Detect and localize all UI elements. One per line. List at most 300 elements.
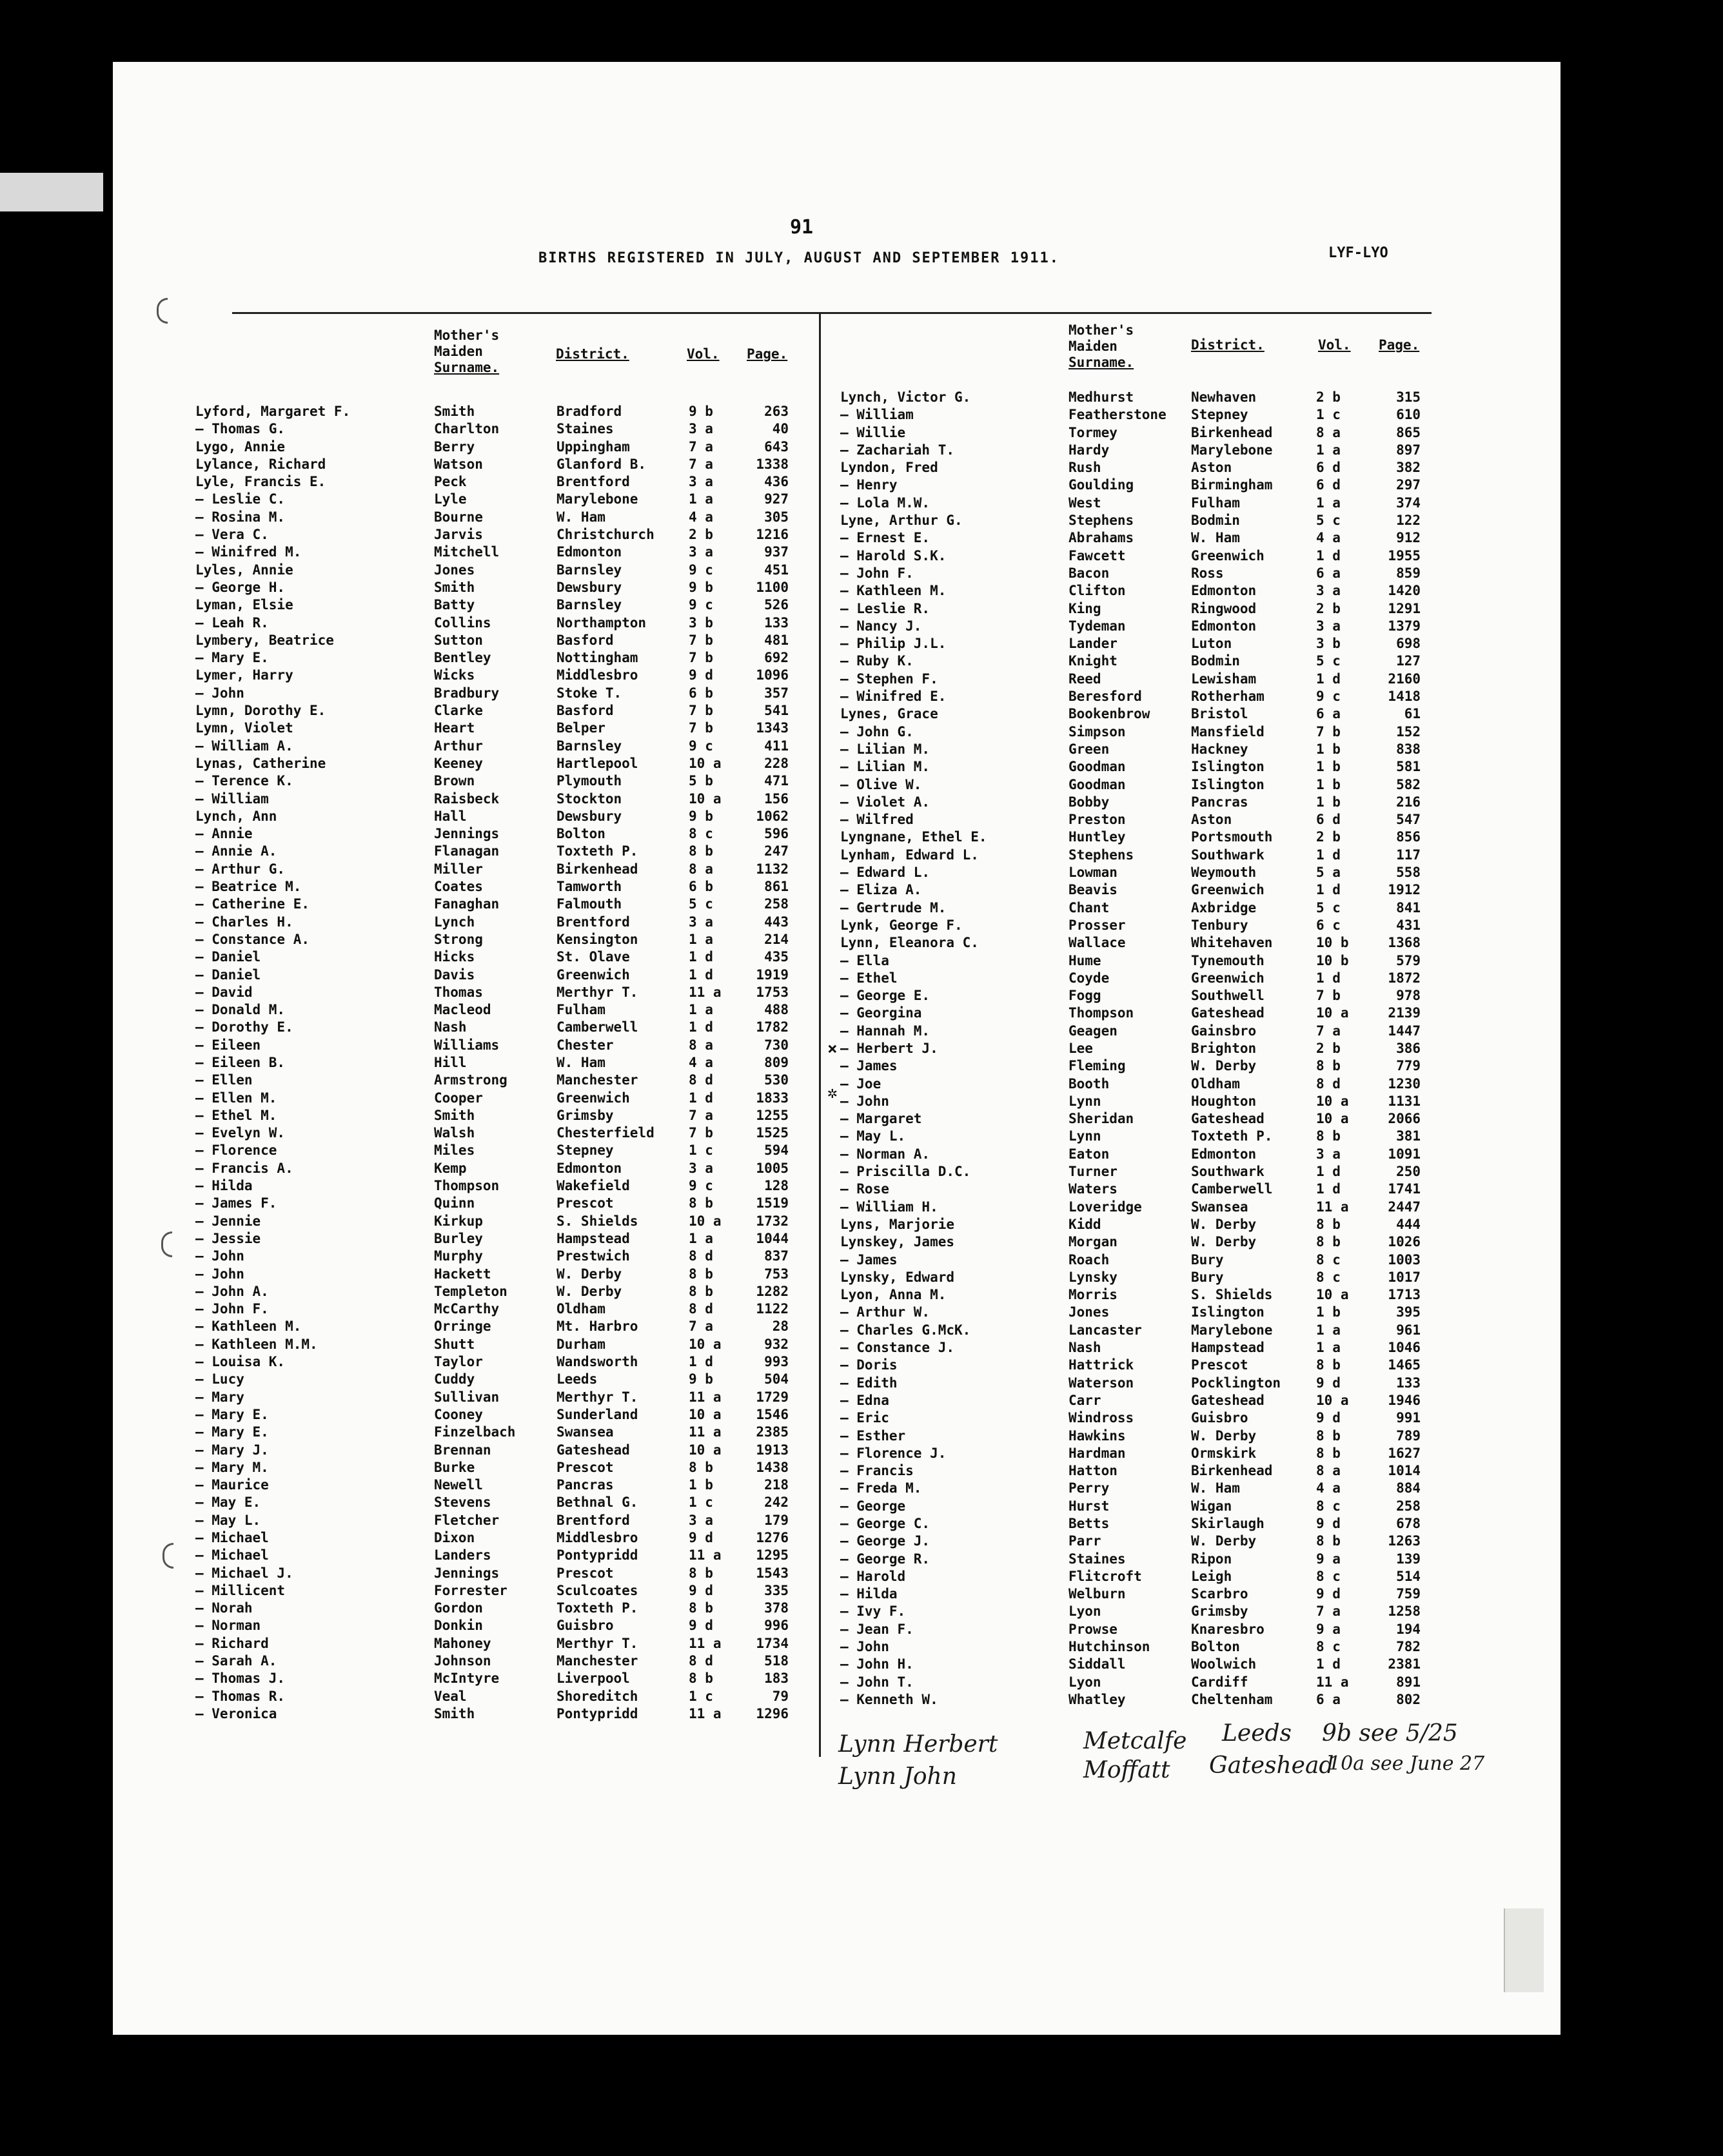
entry-volume: 1 d bbox=[689, 966, 713, 983]
entry-maiden-surname: Quinn bbox=[434, 1195, 475, 1211]
entry-volume: 3 a bbox=[689, 474, 713, 490]
entry-name: — Daniel bbox=[195, 949, 261, 965]
entry-row bbox=[195, 1688, 821, 1705]
entry-page: 194 bbox=[1396, 1621, 1421, 1637]
entry-district: Edmonton bbox=[1191, 1146, 1257, 1162]
entry-volume: 3 a bbox=[1316, 583, 1341, 599]
entry-name: Lylance, Richard bbox=[195, 456, 326, 472]
entry-page: 183 bbox=[764, 1671, 789, 1687]
entry-row bbox=[840, 671, 1433, 688]
entry-maiden-surname: Stephens bbox=[1068, 847, 1134, 863]
entry-district: Camberwell bbox=[1191, 1181, 1273, 1197]
entry-volume: 10 a bbox=[1316, 1005, 1349, 1021]
entry-name: — Michael bbox=[195, 1530, 269, 1545]
entry-page: 698 bbox=[1396, 636, 1421, 652]
entry-maiden-surname: Hackett bbox=[434, 1266, 491, 1282]
entry-name: — Michael J. bbox=[195, 1565, 293, 1581]
entry-page: 504 bbox=[764, 1371, 789, 1387]
entry-volume: 1 a bbox=[1316, 442, 1341, 458]
entry-name: — Constance A. bbox=[195, 931, 310, 947]
entry-district: W. Derby bbox=[1191, 1234, 1257, 1250]
entry-volume: 7 a bbox=[689, 456, 713, 472]
entry-row bbox=[840, 1146, 1433, 1163]
entry-name: — George C. bbox=[840, 1516, 930, 1531]
entry-volume: 8 c bbox=[1316, 1639, 1341, 1655]
entry-name: — James F. bbox=[195, 1195, 277, 1211]
entry-page: 382 bbox=[1396, 460, 1421, 476]
entry-maiden-surname: Kirkup bbox=[434, 1213, 483, 1229]
entry-district: Stoke T. bbox=[556, 685, 622, 701]
entry-page: 1782 bbox=[756, 1019, 789, 1035]
entry-volume: 1 a bbox=[1316, 1340, 1341, 1356]
entry-page: 782 bbox=[1396, 1639, 1421, 1655]
entry-name: — Freda M. bbox=[840, 1480, 922, 1496]
entry-maiden-surname: Siddall bbox=[1068, 1656, 1126, 1672]
entry-district: Pontypridd bbox=[556, 1547, 638, 1563]
entry-district: Brighton bbox=[1191, 1040, 1257, 1056]
entry-maiden-surname: Stephens bbox=[1068, 513, 1134, 529]
entry-name: — Eileen B. bbox=[195, 1054, 286, 1070]
entry-page: 581 bbox=[1396, 759, 1421, 775]
entry-page: 1919 bbox=[756, 966, 789, 983]
entry-row bbox=[840, 952, 1433, 970]
entry-row bbox=[195, 1300, 821, 1318]
entry-name: — John F. bbox=[195, 1301, 269, 1317]
entry-row bbox=[840, 1427, 1433, 1445]
entry-row bbox=[840, 547, 1433, 565]
entry-row bbox=[195, 1266, 821, 1283]
page-number: 91 bbox=[790, 216, 814, 239]
entry-row bbox=[840, 1674, 1433, 1691]
entry-maiden-surname: Gordon bbox=[434, 1600, 483, 1616]
entry-page: 1913 bbox=[756, 1442, 789, 1458]
entry-name: — Leslie C. bbox=[195, 491, 286, 507]
entry-row bbox=[195, 1054, 821, 1072]
entry-volume: 8 b bbox=[689, 1600, 713, 1616]
entry-page: 386 bbox=[1396, 1040, 1421, 1056]
entry-name: — Norah bbox=[195, 1600, 253, 1616]
entry-maiden-surname: Windross bbox=[1068, 1410, 1134, 1426]
entry-district: Greenwich bbox=[1191, 547, 1265, 564]
entry-name: — Maurice bbox=[195, 1477, 269, 1493]
entry-row bbox=[840, 1691, 1433, 1709]
district-header: District. bbox=[556, 346, 629, 362]
entry-district: W. Derby bbox=[1191, 1058, 1257, 1074]
entry-row bbox=[840, 529, 1433, 547]
entry-page: 443 bbox=[764, 914, 789, 930]
entry-maiden-surname: Raisbeck bbox=[434, 790, 500, 807]
entry-maiden-surname: Jennings bbox=[434, 826, 500, 842]
entry-page: 927 bbox=[764, 491, 789, 507]
entry-maiden-surname: Mitchell bbox=[434, 544, 500, 560]
entry-name: — Joe bbox=[840, 1075, 881, 1092]
entry-maiden-surname: McIntyre bbox=[434, 1671, 500, 1687]
entry-page: 1014 bbox=[1388, 1463, 1421, 1479]
entry-district: Gateshead bbox=[1191, 1111, 1265, 1127]
entry-volume: 8 b bbox=[689, 1195, 713, 1211]
entry-district: Brentford bbox=[556, 914, 630, 930]
entry-maiden-surname: Burley bbox=[434, 1230, 483, 1246]
entry-name: — Hannah M. bbox=[840, 1023, 930, 1039]
entry-maiden-surname: Templeton bbox=[434, 1283, 507, 1299]
entry-page: 678 bbox=[1396, 1516, 1421, 1531]
entry-district: Cardiff bbox=[1191, 1674, 1248, 1690]
entry-district: Ripon bbox=[1191, 1551, 1232, 1567]
entry-name: — Esther bbox=[840, 1427, 906, 1444]
entry-name: — Louisa K. bbox=[195, 1354, 286, 1370]
entry-row bbox=[195, 1124, 821, 1142]
entry-row bbox=[840, 723, 1433, 741]
entry-maiden-surname: Hardman bbox=[1068, 1445, 1126, 1461]
entry-row bbox=[840, 406, 1433, 424]
entry-district: Prescot bbox=[556, 1459, 614, 1475]
entry-page: 1216 bbox=[756, 527, 789, 543]
entry-volume: 8 a bbox=[1316, 424, 1341, 440]
entry-page: 1132 bbox=[756, 861, 789, 877]
entry-volume: 10 a bbox=[1316, 1111, 1349, 1127]
entry-page: 1368 bbox=[1388, 935, 1421, 951]
entry-district: Glanford B. bbox=[556, 456, 647, 472]
entry-row bbox=[195, 1248, 821, 1265]
entry-volume: 6 b bbox=[689, 879, 713, 895]
entry-maiden-surname: Lyle bbox=[434, 491, 467, 507]
entry-row bbox=[195, 632, 821, 649]
entry-volume: 9 d bbox=[1316, 1516, 1341, 1531]
entry-district: Bristol bbox=[1191, 706, 1248, 722]
entry-row bbox=[840, 600, 1433, 618]
entry-district: Nottingham bbox=[556, 650, 638, 666]
entry-maiden-surname: Sullivan bbox=[434, 1389, 500, 1405]
entry-maiden-surname: Chant bbox=[1068, 899, 1110, 916]
entry-row bbox=[195, 861, 821, 878]
entry-maiden-surname: Fanaghan bbox=[434, 896, 500, 912]
entry-volume: 8 d bbox=[689, 1653, 713, 1669]
entry-row bbox=[840, 582, 1433, 600]
entry-district: Bodmin bbox=[1191, 513, 1240, 529]
entry-district: Aston bbox=[1191, 812, 1232, 828]
entry-page: 1295 bbox=[756, 1547, 789, 1563]
entry-volume: 11 a bbox=[689, 1424, 722, 1440]
entry-maiden-surname: Smith bbox=[434, 1705, 475, 1721]
entry-page: 596 bbox=[764, 826, 789, 842]
entry-district: Barnsley bbox=[556, 738, 622, 754]
entry-volume: 7 b bbox=[689, 703, 713, 719]
entry-district: Ross bbox=[1191, 565, 1224, 581]
entry-name: — Nancy J. bbox=[840, 618, 922, 634]
entry-district: Wakefield bbox=[556, 1178, 630, 1194]
entry-volume: 8 b bbox=[1316, 1216, 1341, 1232]
entry-row bbox=[195, 843, 821, 860]
entry-page: 1091 bbox=[1388, 1146, 1421, 1162]
entry-volume: 7 a bbox=[689, 438, 713, 455]
entry-district: Hackney bbox=[1191, 741, 1248, 757]
entry-district: S. Shields bbox=[556, 1213, 638, 1229]
entry-name: Lyford, Margaret F. bbox=[195, 404, 351, 419]
entry-district: Bolton bbox=[556, 826, 606, 842]
entry-district: Ormskirk bbox=[1191, 1445, 1257, 1461]
entry-name: — William bbox=[195, 790, 269, 807]
entry-district: Brentford bbox=[556, 474, 630, 490]
entry-name: — George J. bbox=[840, 1533, 930, 1549]
entry-name: — Stephen F. bbox=[840, 671, 938, 687]
entry-volume: 9 b bbox=[689, 808, 713, 824]
entry-district: Stepney bbox=[556, 1142, 614, 1159]
entry-maiden-surname: Whatley bbox=[1068, 1691, 1126, 1707]
entry-name: — James bbox=[840, 1251, 898, 1268]
entry-maiden-surname: Morgan bbox=[1068, 1234, 1117, 1250]
entry-maiden-surname: Fletcher bbox=[434, 1512, 500, 1528]
entry-volume: 8 b bbox=[1316, 1427, 1341, 1444]
entry-volume: 7 a bbox=[689, 1107, 713, 1123]
entry-district: Camberwell bbox=[556, 1019, 638, 1035]
entry-maiden-surname: Watson bbox=[434, 456, 483, 472]
entry-name: Lyon, Anna M. bbox=[840, 1287, 947, 1303]
entry-page: 1519 bbox=[756, 1195, 789, 1211]
entry-name: — Veronica bbox=[195, 1705, 277, 1721]
entry-page: 1046 bbox=[1388, 1340, 1421, 1356]
entry-district: Prescot bbox=[1191, 1357, 1248, 1373]
entry-name: — Hilda bbox=[840, 1586, 898, 1602]
entry-maiden-surname: Betts bbox=[1068, 1516, 1110, 1531]
entry-maiden-surname: Lyon bbox=[1068, 1603, 1101, 1620]
entry-volume: 7 b bbox=[689, 1125, 713, 1141]
entry-page: 435 bbox=[764, 949, 789, 965]
entry-maiden-surname: Forrester bbox=[434, 1582, 507, 1598]
entry-district: Brentford bbox=[556, 1512, 630, 1528]
entry-volume: 11 a bbox=[689, 1635, 722, 1651]
entry-row bbox=[840, 635, 1433, 652]
entry-row bbox=[840, 424, 1433, 442]
entry-volume: 1 d bbox=[1316, 1181, 1341, 1197]
entry-district: Rotherham bbox=[1191, 689, 1265, 705]
entry-volume: 8 b bbox=[1316, 1445, 1341, 1461]
entry-maiden-surname: Charlton bbox=[434, 421, 500, 437]
entry-volume: 7 b bbox=[1316, 988, 1341, 1004]
entry-page: 2447 bbox=[1388, 1199, 1421, 1215]
entry-name: — John bbox=[195, 1266, 244, 1282]
entry-name: Lymbery, Beatrice bbox=[195, 632, 334, 648]
entry-volume: 8 b bbox=[689, 1283, 713, 1299]
entry-name: — Winifred E. bbox=[840, 689, 947, 705]
entry-row bbox=[840, 1392, 1433, 1409]
entry-name: — William A. bbox=[195, 738, 293, 754]
entry-name: — Thomas J. bbox=[195, 1671, 286, 1687]
entry-maiden-surname: Carr bbox=[1068, 1392, 1101, 1408]
entry-page: 258 bbox=[1396, 1498, 1421, 1514]
entry-page: 884 bbox=[1396, 1480, 1421, 1496]
entry-row bbox=[195, 1476, 821, 1494]
entry-maiden-surname: Lancaster bbox=[1068, 1322, 1142, 1338]
scan-edge-strip bbox=[0, 173, 103, 211]
entry-page: 1096 bbox=[756, 667, 789, 683]
entry-district: Edmonton bbox=[1191, 618, 1257, 634]
entry-volume: 8 d bbox=[689, 1248, 713, 1264]
entry-page: 1003 bbox=[1388, 1251, 1421, 1268]
entry-page: 247 bbox=[764, 843, 789, 859]
entry-page: 297 bbox=[1396, 477, 1421, 493]
entry-district: Leeds bbox=[556, 1371, 598, 1387]
entry-name: — Wilfred bbox=[840, 812, 914, 828]
entry-row bbox=[840, 476, 1433, 494]
entry-district: Fulham bbox=[556, 1002, 606, 1018]
entry-maiden-surname: Staines bbox=[1068, 1551, 1126, 1567]
entry-name: Lynas, Catherine bbox=[195, 755, 326, 771]
entry-row bbox=[195, 1670, 821, 1687]
entry-row bbox=[195, 473, 821, 491]
entry-name: — Dorothy E. bbox=[195, 1019, 293, 1035]
entry-page: 1627 bbox=[1388, 1445, 1421, 1461]
entry-name: Lymn, Violet bbox=[195, 720, 293, 736]
entry-name: Lynsky, Edward bbox=[840, 1269, 955, 1285]
entry-maiden-surname: Hill bbox=[434, 1054, 467, 1070]
entry-name: — Lucy bbox=[195, 1371, 244, 1387]
entry-name: Lynk, George F. bbox=[840, 917, 963, 933]
entry-volume: 9 b bbox=[689, 579, 713, 595]
entry-volume: 9 d bbox=[1316, 1586, 1341, 1602]
entry-name: — Norman A. bbox=[840, 1146, 930, 1162]
entry-row bbox=[840, 794, 1433, 811]
entry-district: Greenwich bbox=[556, 966, 630, 983]
entry-page: 381 bbox=[1396, 1128, 1421, 1144]
entry-name: — Donald M. bbox=[195, 1002, 286, 1018]
entry-page: 1955 bbox=[1388, 547, 1421, 564]
entry-district: S. Shields bbox=[1191, 1287, 1273, 1303]
entry-page: 541 bbox=[764, 703, 789, 719]
entry-name: — Annie bbox=[195, 826, 253, 842]
entry-district: Chesterfield bbox=[556, 1125, 655, 1141]
entry-district: Oldham bbox=[556, 1301, 606, 1317]
entry-row bbox=[195, 420, 821, 438]
entry-maiden-surname: Donkin bbox=[434, 1618, 483, 1634]
entry-district: Uppingham bbox=[556, 438, 630, 455]
entry-volume: 3 b bbox=[1316, 636, 1341, 652]
entry-name: — George bbox=[840, 1498, 906, 1514]
entry-page: 802 bbox=[1396, 1691, 1421, 1707]
entry-maiden-surname: Clarke bbox=[434, 703, 483, 719]
entry-row bbox=[840, 1409, 1433, 1427]
entry-name: — Arthur W. bbox=[840, 1304, 930, 1320]
entry-page: 582 bbox=[1396, 776, 1421, 792]
entry-page: 1026 bbox=[1388, 1234, 1421, 1250]
entry-page: 579 bbox=[1396, 952, 1421, 968]
entry-volume: 1 b bbox=[1316, 776, 1341, 792]
entry-district: Aston bbox=[1191, 460, 1232, 476]
entry-volume: 1 d bbox=[689, 1090, 713, 1106]
entry-volume: 2 b bbox=[1316, 829, 1341, 845]
entry-maiden-surname: Cooney bbox=[434, 1406, 483, 1422]
entry-page: 1044 bbox=[756, 1230, 789, 1246]
entry-row bbox=[195, 755, 821, 772]
entry-district: Islington bbox=[1191, 776, 1265, 792]
entry-name: — Mary bbox=[195, 1389, 244, 1405]
entry-volume: 4 a bbox=[1316, 1480, 1341, 1496]
entry-maiden-surname: Lowman bbox=[1068, 865, 1117, 881]
entry-district: Pontypridd bbox=[556, 1705, 638, 1721]
entry-name: Lyles, Annie bbox=[195, 562, 293, 578]
entry-row bbox=[840, 934, 1433, 952]
entry-row bbox=[840, 811, 1433, 828]
handwritten-district: Gateshead bbox=[1209, 1752, 1334, 1779]
entry-row bbox=[195, 491, 821, 508]
entry-name: — Ethel M. bbox=[195, 1107, 277, 1123]
header-rule bbox=[232, 312, 1432, 314]
entry-maiden-surname: Burke bbox=[434, 1459, 475, 1475]
entry-row bbox=[840, 1322, 1433, 1339]
entry-page: 436 bbox=[764, 474, 789, 490]
entry-page: 2381 bbox=[1388, 1656, 1421, 1672]
entry-page: 2160 bbox=[1388, 671, 1421, 687]
entry-district: Marylebone bbox=[556, 491, 638, 507]
entry-district: Gateshead bbox=[556, 1442, 630, 1458]
entry-district: Barnsley bbox=[556, 562, 622, 578]
entry-name: — John bbox=[195, 685, 244, 701]
entry-page: 133 bbox=[1396, 1375, 1421, 1391]
entry-name: — Eric bbox=[840, 1410, 889, 1426]
entry-row bbox=[195, 456, 821, 473]
entry-page: 242 bbox=[764, 1494, 789, 1511]
entry-district: Birmingham bbox=[1191, 477, 1273, 493]
entry-page: 692 bbox=[764, 650, 789, 666]
entry-row bbox=[195, 1371, 821, 1388]
entry-page: 932 bbox=[764, 1336, 789, 1352]
entry-name: Lynes, Grace bbox=[840, 706, 938, 722]
entry-volume: 8 b bbox=[1316, 1533, 1341, 1549]
entry-name: — Georgina bbox=[840, 1005, 922, 1021]
entry-row bbox=[840, 881, 1433, 899]
entry-row bbox=[195, 1600, 821, 1617]
entry-maiden-surname: Lynn bbox=[1068, 1093, 1101, 1109]
entry-name: — Catherine E. bbox=[195, 896, 310, 912]
entry-district: Wigan bbox=[1191, 1498, 1232, 1514]
entry-page: 315 bbox=[1396, 389, 1421, 405]
handwritten-reference: 10a see June 27 bbox=[1328, 1752, 1485, 1775]
entry-row bbox=[840, 1286, 1433, 1304]
entry-name: — Sarah A. bbox=[195, 1653, 277, 1669]
entry-name: — John A. bbox=[195, 1283, 269, 1299]
entry-name: Lyman, Elsie bbox=[195, 597, 293, 613]
entry-page: 216 bbox=[1396, 794, 1421, 810]
entry-maiden-surname: Nash bbox=[434, 1019, 467, 1035]
entry-name: Lygo, Annie bbox=[195, 438, 286, 455]
entry-page: 1276 bbox=[756, 1530, 789, 1545]
entry-maiden-surname: Huntley bbox=[1068, 829, 1126, 845]
entry-district: Guisbro bbox=[556, 1618, 614, 1634]
entry-row bbox=[840, 389, 1433, 406]
entry-district: Mt. Harbro bbox=[556, 1318, 638, 1335]
entry-row bbox=[195, 825, 821, 843]
entry-maiden-surname: Dixon bbox=[434, 1530, 475, 1545]
entry-volume: 1 b bbox=[1316, 741, 1341, 757]
entry-volume: 10 a bbox=[1316, 1392, 1349, 1408]
entry-maiden-surname: Lynch bbox=[434, 914, 475, 930]
handwritten-district: Leeds bbox=[1222, 1720, 1292, 1747]
entry-district: Falmouth bbox=[556, 896, 622, 912]
entry-maiden-surname: Preston bbox=[1068, 812, 1126, 828]
entry-row bbox=[840, 1199, 1433, 1216]
entry-name: — Michael bbox=[195, 1547, 269, 1563]
entry-district: Bolton bbox=[1191, 1639, 1240, 1655]
entry-district: Scarbro bbox=[1191, 1586, 1248, 1602]
entry-name: Lyns, Marjorie bbox=[840, 1216, 955, 1232]
entry-name: — Mary M. bbox=[195, 1459, 269, 1475]
entry-maiden-surname: Strong bbox=[434, 931, 483, 947]
entry-row bbox=[195, 649, 821, 667]
entry-volume: 6 c bbox=[1316, 917, 1341, 933]
entry-row bbox=[840, 1585, 1433, 1603]
entry-row bbox=[840, 899, 1433, 917]
entry-volume: 9 d bbox=[689, 667, 713, 683]
entry-page: 891 bbox=[1396, 1674, 1421, 1690]
